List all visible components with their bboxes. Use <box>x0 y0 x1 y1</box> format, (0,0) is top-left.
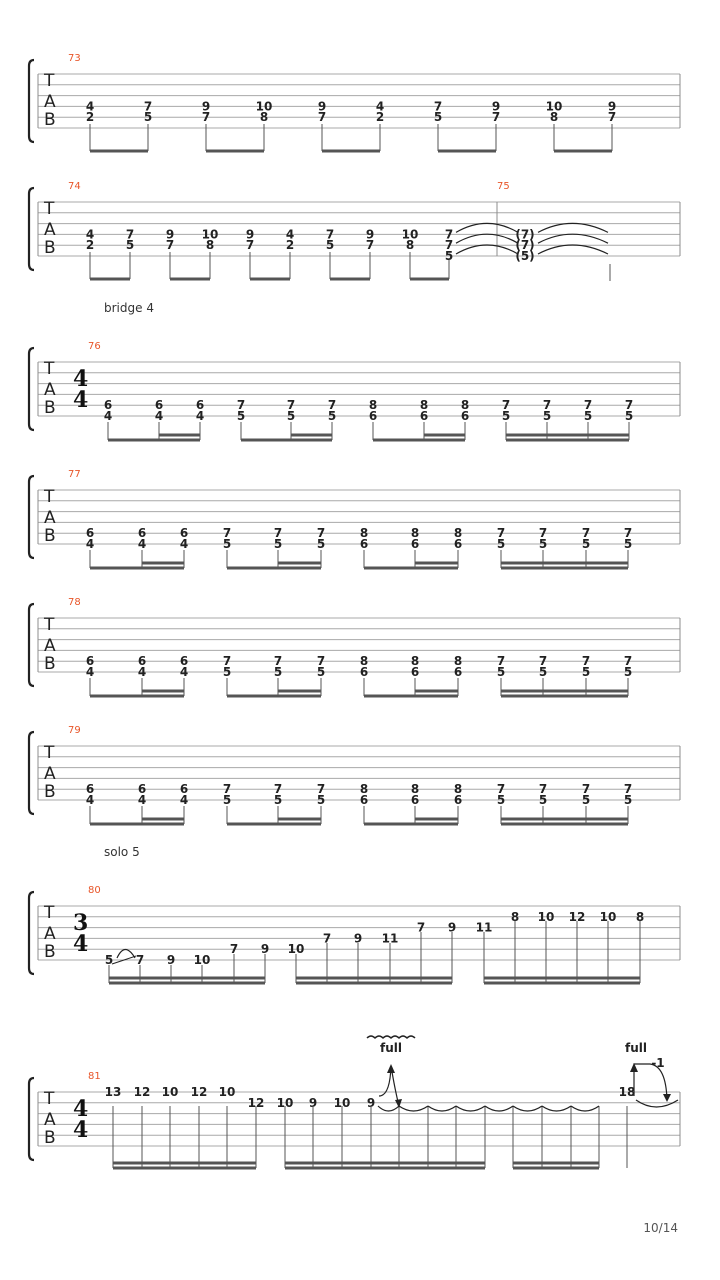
fret-number: 12 <box>568 909 586 924</box>
fret-number: 7 <box>327 398 337 413</box>
fret-number: 7 <box>623 782 633 797</box>
fret-number: 4 <box>285 227 295 242</box>
fret-number: 8 <box>359 526 369 541</box>
fret-number: 6 <box>453 537 463 551</box>
section-label: bridge 4 <box>104 301 154 315</box>
fret-number: 8 <box>205 238 215 253</box>
fret-number: 9 <box>366 1095 376 1110</box>
fret-number: 9 <box>365 227 375 242</box>
fret-number: 2 <box>85 110 95 125</box>
staff-bracket <box>29 188 34 270</box>
staff-bracket <box>29 348 34 430</box>
fret-number: 9 <box>491 99 501 114</box>
fret-number: 5 <box>143 110 153 125</box>
fret-number: 4 <box>137 793 147 807</box>
fret-number: 7 <box>273 654 283 669</box>
tie-arc <box>636 1100 678 1107</box>
fret-number: 5 <box>581 537 591 551</box>
fret-number: 6 <box>195 398 205 413</box>
fret-number: 4 <box>137 537 147 551</box>
fret-number: 9 <box>607 99 617 114</box>
staff-bracket <box>29 1078 34 1160</box>
tab-letter: T <box>44 199 55 219</box>
tab-letter: B <box>44 654 56 674</box>
arrow-head <box>387 1064 395 1073</box>
fret-number: 5 <box>538 537 548 551</box>
fret-number: 7 <box>607 110 617 125</box>
fret-number: 7 <box>623 654 633 669</box>
tab-letter: B <box>44 782 56 802</box>
tab-letter: A <box>44 92 56 112</box>
fret-number: 5 <box>444 249 454 263</box>
tab-letter: A <box>44 220 56 240</box>
fret-number: 4 <box>179 537 189 551</box>
tab-staff <box>29 1078 680 1160</box>
bend-label: full <box>380 1041 402 1055</box>
fret-number: 6 <box>103 398 113 413</box>
staff-bracket <box>29 732 34 814</box>
fret-number: 6 <box>359 665 369 679</box>
fret-number: 7 <box>542 398 552 413</box>
tab-letter: B <box>44 110 56 130</box>
fret-number: 6 <box>410 537 420 551</box>
fret-number: 5 <box>542 409 552 423</box>
fret-number: 6 <box>179 526 189 541</box>
fret-number: 8 <box>368 398 378 413</box>
fret-number: (7) <box>515 238 535 253</box>
fret-number: 7 <box>581 654 591 669</box>
tie-arc <box>378 1106 399 1111</box>
fret-number: 7 <box>581 782 591 797</box>
time-signature-bottom: 4 <box>73 931 89 957</box>
tab-letter: B <box>44 1128 56 1148</box>
time-signature-top: 3 <box>73 910 89 936</box>
fret-number: 7 <box>317 110 327 125</box>
fret-number: 7 <box>229 942 239 957</box>
tab-letter: A <box>44 1110 56 1130</box>
fret-number: 7 <box>365 238 375 253</box>
fret-number: 7 <box>501 398 511 413</box>
fret-number: 6 <box>137 526 147 541</box>
fret-number: 5 <box>316 665 326 679</box>
tie-arc <box>428 1106 456 1111</box>
release-label: -1 <box>651 1056 665 1070</box>
fret-number: 7 <box>273 526 283 541</box>
fret-number: 12 <box>190 1085 208 1099</box>
fret-number: 4 <box>85 227 95 242</box>
fret-number: 6 <box>410 793 420 807</box>
fret-number: 8 <box>510 909 520 924</box>
fret-number: 5 <box>433 110 443 125</box>
fret-number: 8 <box>410 782 420 797</box>
fret-number: 6 <box>85 526 95 541</box>
fret-number: 8 <box>410 654 420 669</box>
fret-number: 9 <box>353 931 363 946</box>
fret-number: 4 <box>85 537 95 551</box>
fret-number: 5 <box>273 665 283 679</box>
measure-number: 74 <box>68 181 81 192</box>
beam-group <box>109 978 640 983</box>
fret-number: 5 <box>316 537 326 551</box>
fret-number: 8 <box>419 398 429 413</box>
measure-number: 77 <box>68 469 81 480</box>
fret-number: 8 <box>635 909 645 924</box>
beam-group <box>108 435 629 440</box>
fret-number: 10 <box>218 1085 236 1099</box>
tab-letter: T <box>44 359 55 379</box>
fret-number: 6 <box>154 398 164 413</box>
fret-number: 6 <box>419 409 429 423</box>
tab-letter: T <box>44 743 55 763</box>
fret-number: 4 <box>195 409 205 423</box>
fret-number: 10 <box>287 942 305 957</box>
fret-number: 5 <box>125 238 135 253</box>
measure-number: 81 <box>88 1071 101 1082</box>
fret-number: 7 <box>496 654 506 669</box>
fret-number: 9 <box>317 99 327 114</box>
fret-number: 12 <box>133 1085 151 1099</box>
fret-number: 7 <box>222 654 232 669</box>
fret-number: 2 <box>375 110 385 125</box>
beam-group <box>90 819 628 824</box>
fret-number: 6 <box>368 409 378 423</box>
beam-group <box>90 563 628 568</box>
tab-letter: B <box>44 398 56 418</box>
fret-number: 4 <box>154 409 164 423</box>
fret-number: 7 <box>623 526 633 541</box>
fret-number: 7 <box>538 654 548 669</box>
fret-number: 7 <box>325 227 335 242</box>
fret-number: 6 <box>85 654 95 669</box>
fret-number: 7 <box>222 782 232 797</box>
fret-number: 8 <box>453 526 463 541</box>
fret-number: 5 <box>222 537 232 551</box>
fret-number: 7 <box>236 398 246 413</box>
fret-number: 7 <box>245 238 255 253</box>
section-label: solo 5 <box>104 845 140 859</box>
fret-number: 10 <box>161 1085 179 1099</box>
fret-number: 4 <box>375 99 385 114</box>
fret-number: 7 <box>444 227 454 242</box>
fret-number: 5 <box>538 665 548 679</box>
fret-number: 9 <box>260 942 270 957</box>
tie-arc <box>399 1106 428 1111</box>
tab-letter: B <box>44 526 56 546</box>
fret-number: 5 <box>286 409 296 423</box>
fret-number: 8 <box>359 654 369 669</box>
fret-number: 5 <box>222 665 232 679</box>
fret-number: 11 <box>475 920 493 935</box>
tie-arc <box>456 1106 485 1111</box>
fret-number: 6 <box>85 782 95 797</box>
fret-number: 7 <box>316 526 326 541</box>
fret-number: 8 <box>405 238 415 253</box>
tie-arc <box>485 1106 513 1111</box>
fret-number: 7 <box>143 99 153 114</box>
staff-bracket <box>29 604 34 686</box>
fret-number: 5 <box>624 409 634 423</box>
tab-letter: A <box>44 508 56 528</box>
tab-letter: T <box>44 1089 55 1109</box>
fret-number: 10 <box>537 909 555 924</box>
fret-number: 2 <box>285 238 295 253</box>
fret-number: 4 <box>85 793 95 807</box>
measure-number: 76 <box>88 341 101 352</box>
fret-number: 7 <box>201 110 211 125</box>
fret-number: 10 <box>255 99 273 114</box>
tie-arc <box>456 245 518 254</box>
time-signature-top: 4 <box>73 366 89 392</box>
fret-number: 9 <box>245 227 255 242</box>
tab-letter: T <box>44 71 55 91</box>
tie-arc <box>513 1106 542 1111</box>
tie-arc <box>571 1106 599 1111</box>
fret-number: 7 <box>496 526 506 541</box>
fret-number: 10 <box>401 227 419 242</box>
fret-number: 7 <box>273 782 283 797</box>
measure-number: 75 <box>497 181 510 192</box>
vibrato-marking <box>367 1036 415 1038</box>
measure-number: 79 <box>68 725 81 736</box>
measure-number: 78 <box>68 597 81 608</box>
fret-number: 5 <box>496 665 506 679</box>
fret-number: 5 <box>273 537 283 551</box>
fret-number: 8 <box>460 398 470 413</box>
page-number: 10/14 <box>643 1221 678 1235</box>
tie-arc <box>538 245 608 254</box>
fret-number: (7) <box>515 227 535 242</box>
fret-number: 5 <box>623 793 633 807</box>
beam-group <box>113 1163 599 1168</box>
fret-number: 6 <box>137 782 147 797</box>
tab-staff <box>29 301 680 430</box>
tab-letter: B <box>44 238 56 258</box>
fret-number: 4 <box>137 665 147 679</box>
fret-number: 4 <box>179 793 189 807</box>
fret-number: 7 <box>433 99 443 114</box>
fret-number: 7 <box>322 931 332 946</box>
fret-number: 9 <box>165 227 175 242</box>
fret-number: 5 <box>623 665 633 679</box>
fret-number: 9 <box>308 1095 318 1110</box>
fret-number: 6 <box>359 793 369 807</box>
fret-number: 2 <box>85 238 95 253</box>
tab-letter: A <box>44 924 56 944</box>
staff-bracket <box>29 892 34 974</box>
fret-number: 8 <box>549 110 559 125</box>
fret-number: 4 <box>85 665 95 679</box>
fret-number: 7 <box>222 526 232 541</box>
tie-arc <box>538 223 608 232</box>
fret-number: 7 <box>538 526 548 541</box>
fret-number: 11 <box>381 931 399 946</box>
fret-number: 7 <box>416 920 426 935</box>
fret-number: 6 <box>460 409 470 423</box>
fret-number: 10 <box>193 953 211 967</box>
fret-number: 5 <box>581 793 591 807</box>
fret-number: 5 <box>496 793 506 807</box>
time-signature-bottom: 4 <box>73 387 89 413</box>
fret-number: 7 <box>444 238 454 253</box>
fret-number: 5 <box>501 409 511 423</box>
fret-number: 10 <box>201 227 219 242</box>
fret-number: 6 <box>179 782 189 797</box>
bend-label: full <box>625 1041 647 1055</box>
measure-number: 73 <box>68 53 81 64</box>
tab-letter: B <box>44 942 56 962</box>
tab-letter: A <box>44 764 56 784</box>
fret-number: 8 <box>410 526 420 541</box>
fret-number: 6 <box>179 654 189 669</box>
fret-number: 12 <box>247 1095 265 1110</box>
fret-number: 4 <box>179 665 189 679</box>
fret-number: 8 <box>259 110 269 125</box>
tie-arc <box>456 234 518 243</box>
fret-number: 10 <box>276 1095 294 1110</box>
fret-number: 8 <box>453 654 463 669</box>
fret-number: 10 <box>545 99 563 114</box>
fret-number: 5 <box>273 793 283 807</box>
staff-bracket <box>29 60 34 142</box>
fret-number: 9 <box>201 99 211 114</box>
tab-letter: T <box>44 615 55 635</box>
fret-number: 5 <box>104 953 114 967</box>
fret-number: 5 <box>581 665 591 679</box>
fret-number: 6 <box>137 654 147 669</box>
fret-number: 8 <box>453 782 463 797</box>
fret-number: 10 <box>599 909 617 924</box>
time-signature-bottom: 4 <box>73 1117 89 1143</box>
tab-letter: A <box>44 380 56 400</box>
fret-number: (5) <box>515 249 535 263</box>
tab-staff <box>29 60 680 142</box>
beam-group <box>90 691 628 696</box>
tab-letter: A <box>44 636 56 656</box>
staff-bracket <box>29 476 34 558</box>
fret-number: 7 <box>538 782 548 797</box>
fret-number: 8 <box>359 782 369 797</box>
fret-number: 6 <box>453 665 463 679</box>
fret-number: 7 <box>581 526 591 541</box>
fret-number: 9 <box>447 920 457 935</box>
fret-number: 4 <box>103 409 113 423</box>
fret-number: 5 <box>236 409 246 423</box>
fret-number: 5 <box>325 238 335 253</box>
fret-number: 7 <box>316 782 326 797</box>
fret-number: 13 <box>104 1085 122 1099</box>
fret-number: 5 <box>583 409 593 423</box>
fret-number: 7 <box>316 654 326 669</box>
fret-number: 5 <box>327 409 337 423</box>
arrow-head <box>663 1094 671 1102</box>
fret-number: 7 <box>496 782 506 797</box>
fret-number: 5 <box>623 537 633 551</box>
tie-arc <box>542 1106 571 1111</box>
fret-number: 6 <box>359 537 369 551</box>
tab-letter: T <box>44 487 55 507</box>
fret-number: 5 <box>222 793 232 807</box>
fret-number: 9 <box>166 953 176 967</box>
fret-number: 7 <box>135 953 145 967</box>
fret-number: 6 <box>410 665 420 679</box>
fret-number: 7 <box>491 110 501 125</box>
fret-number: 7 <box>286 398 296 413</box>
tab-letter: T <box>44 903 55 923</box>
time-signature-top: 4 <box>73 1096 89 1122</box>
tie-arc <box>538 234 608 243</box>
tie-arc <box>456 223 518 232</box>
fret-number: 7 <box>125 227 135 242</box>
measure-number: 80 <box>88 885 101 896</box>
fret-number: 5 <box>316 793 326 807</box>
fret-number: 5 <box>496 537 506 551</box>
fret-number: 4 <box>85 99 95 114</box>
fret-number: 18 <box>618 1085 636 1099</box>
fret-number: 5 <box>538 793 548 807</box>
fret-number: 6 <box>453 793 463 807</box>
fret-number: 7 <box>583 398 593 413</box>
fret-number: 10 <box>333 1095 351 1110</box>
fret-number: 7 <box>165 238 175 253</box>
fret-number: 7 <box>624 398 634 413</box>
